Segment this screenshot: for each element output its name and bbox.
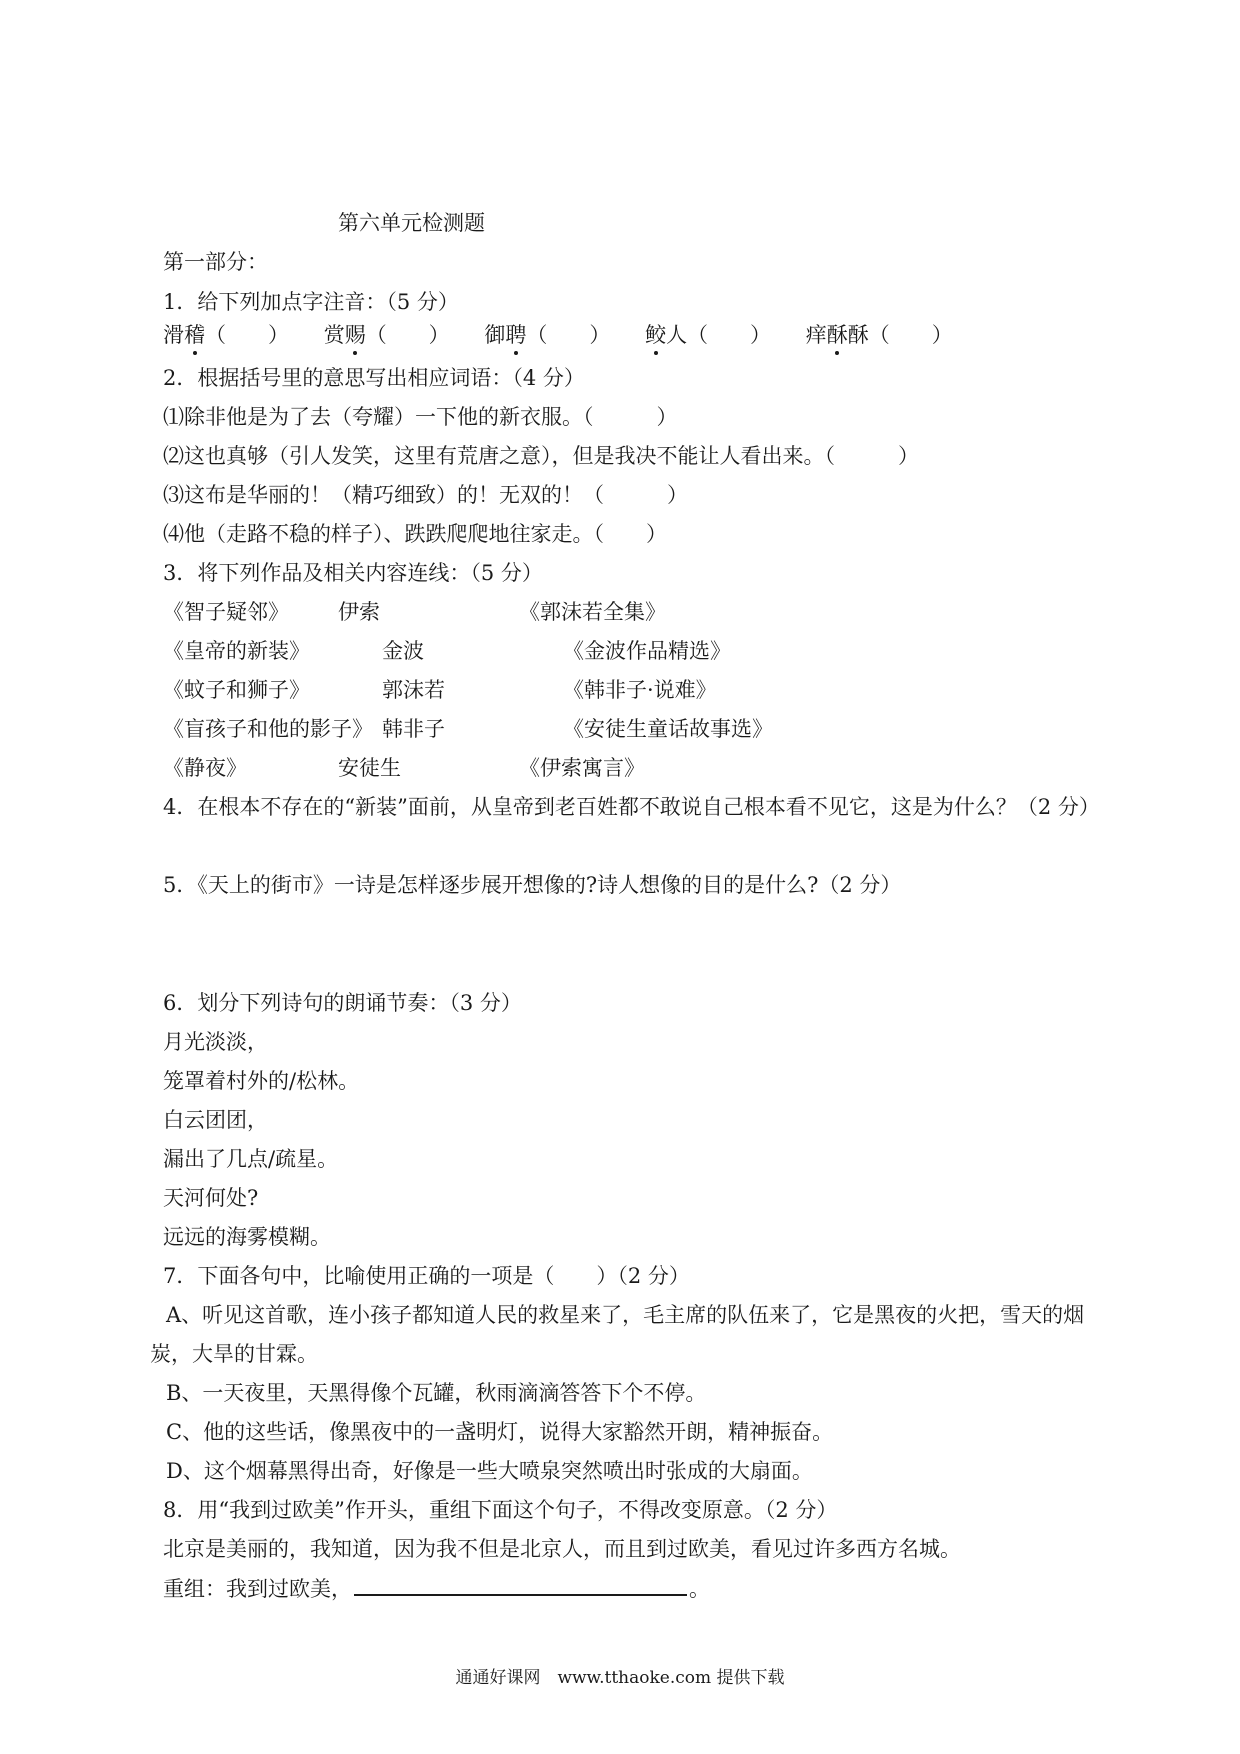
q3-author: 金波 — [382, 639, 424, 663]
q1-word: 赏赐（ ） — [323, 323, 450, 347]
part-heading: 第一部分： — [163, 250, 268, 274]
q8-sentence: 北京是美丽的，我知道，因为我不但是北京人，而且到过欧美，看见过许多西方名城。 — [163, 1537, 961, 1561]
q3-prompt: 3．将下列作品及相关内容连线：（5 分） — [163, 561, 543, 585]
q2-item: ⑴除非他是为了去（夸耀）一下他的新衣服。（ ） — [163, 405, 678, 429]
q7-prompt: 7．下面各句中，比喻使用正确的一项是（ ）（2 分） — [163, 1264, 690, 1288]
q1-prompt: 1．给下列加点字注音：（5 分） — [163, 290, 459, 314]
answer-blank[interactable] — [354, 1574, 687, 1596]
q2-item: ⑷他（走路不稳的样子）、跌跌爬爬地往家走。（ ） — [163, 522, 667, 546]
poem-line: 月光淡淡， — [163, 1030, 268, 1054]
page-title: 第六单元检测题 — [338, 211, 485, 235]
q3-author: 郭沫若 — [382, 678, 445, 702]
q7-option-c: C、他的这些话，像黑夜中的一盏明灯，说得大家豁然开朗，精神振奋。 — [166, 1420, 834, 1444]
poem-line: 白云团团， — [163, 1108, 268, 1132]
dotted-char: 鲛 — [645, 323, 667, 347]
q3-book: 《安徒生童话故事选》 — [563, 717, 773, 741]
dotted-char: 酥 — [826, 323, 848, 347]
q6-prompt: 6．划分下列诗句的朗诵节奏：（3 分） — [163, 991, 522, 1015]
q3-author: 伊索 — [338, 600, 380, 624]
q1-word: 滑稽（ ） — [163, 323, 289, 347]
q7-option-a-cont: 炭，大旱的甘霖。 — [150, 1342, 318, 1366]
q3-work: 《蚊子和狮子》 — [163, 678, 310, 702]
q7-option-a: A、听见这首歌，连小孩子都知道人民的救星来了，毛主席的队伍来了，它是黑夜的火把，雪天的烟 — [166, 1303, 1085, 1327]
poem-line: 天河何处? — [163, 1186, 259, 1210]
q3-book: 《伊索寓言》 — [519, 756, 645, 780]
q3-work: 《静夜》 — [163, 756, 247, 780]
q3-author: 韩非子 — [382, 717, 445, 741]
q3-work: 《皇帝的新装》 — [163, 639, 310, 663]
q1-words — [163, 321, 953, 349]
q3-work: 《盲孩子和他的影子》 — [163, 717, 373, 741]
q7-option-d: D、这个烟幕黑得出奇，好像是一些大喷泉突然喷出时张成的大扇面。 — [166, 1459, 813, 1483]
q3-book: 《郭沫若全集》 — [519, 600, 666, 624]
q3-book: 《韩非子·说难》 — [563, 678, 717, 702]
footer-text: 通通好课网 www.tthaoke.com 提供下载 — [455, 1668, 785, 1688]
q7-option-b: B、一天夜里，天黑得像个瓦罐，秋雨滴滴答答下个不停。 — [166, 1381, 707, 1405]
poem-line: 远远的海雾模糊。 — [163, 1225, 331, 1249]
q8-prompt: 8．用“我到过欧美”作开头，重组下面这个句子，不得改变原意。（2 分） — [163, 1498, 838, 1522]
q2-prompt: 2．根据括号里的意思写出相应词语：（4 分） — [163, 366, 585, 390]
q2-item: ⑵这也真够（引人发笑，这里有荒唐之意），但是我决不能让人看出来。（ ） — [163, 444, 919, 468]
q5-prompt: 5．《天上的街市》一诗是怎样逐步展开想像的?诗人想像的目的是什么?（2 分） — [163, 873, 902, 897]
poem-line: 笼罩着村外的/松林。 — [163, 1069, 360, 1093]
q3-work: 《智子疑邻》 — [163, 600, 289, 624]
q8-answer-line — [163, 1574, 710, 1603]
q3-author: 安徒生 — [338, 756, 401, 780]
dotted-char: 稽 — [184, 323, 205, 347]
q1-word: 鲛人（ ） — [645, 323, 772, 347]
answer-suffix: 。 — [689, 1577, 710, 1601]
q2-item: ⑶这布是华丽的！（精巧细致）的！无双的！（ ） — [163, 483, 688, 507]
q4-prompt: 4．在根本不存在的“新装”面前，从皇帝到老百姓都不敢说自己根本看不见它，这是为什么？（2 分） — [163, 795, 1100, 819]
q3-book: 《金波作品精选》 — [563, 639, 731, 663]
q1-word: 痒酥酥（ ） — [805, 323, 953, 347]
q1-word: 御聘（ ） — [484, 323, 611, 347]
dotted-char: 聘 — [505, 323, 527, 347]
answer-prefix: 重组：我到过欧美， — [163, 1577, 352, 1601]
dotted-char: 赐 — [344, 323, 366, 347]
poem-line: 漏出了几点/疏星。 — [163, 1147, 339, 1171]
